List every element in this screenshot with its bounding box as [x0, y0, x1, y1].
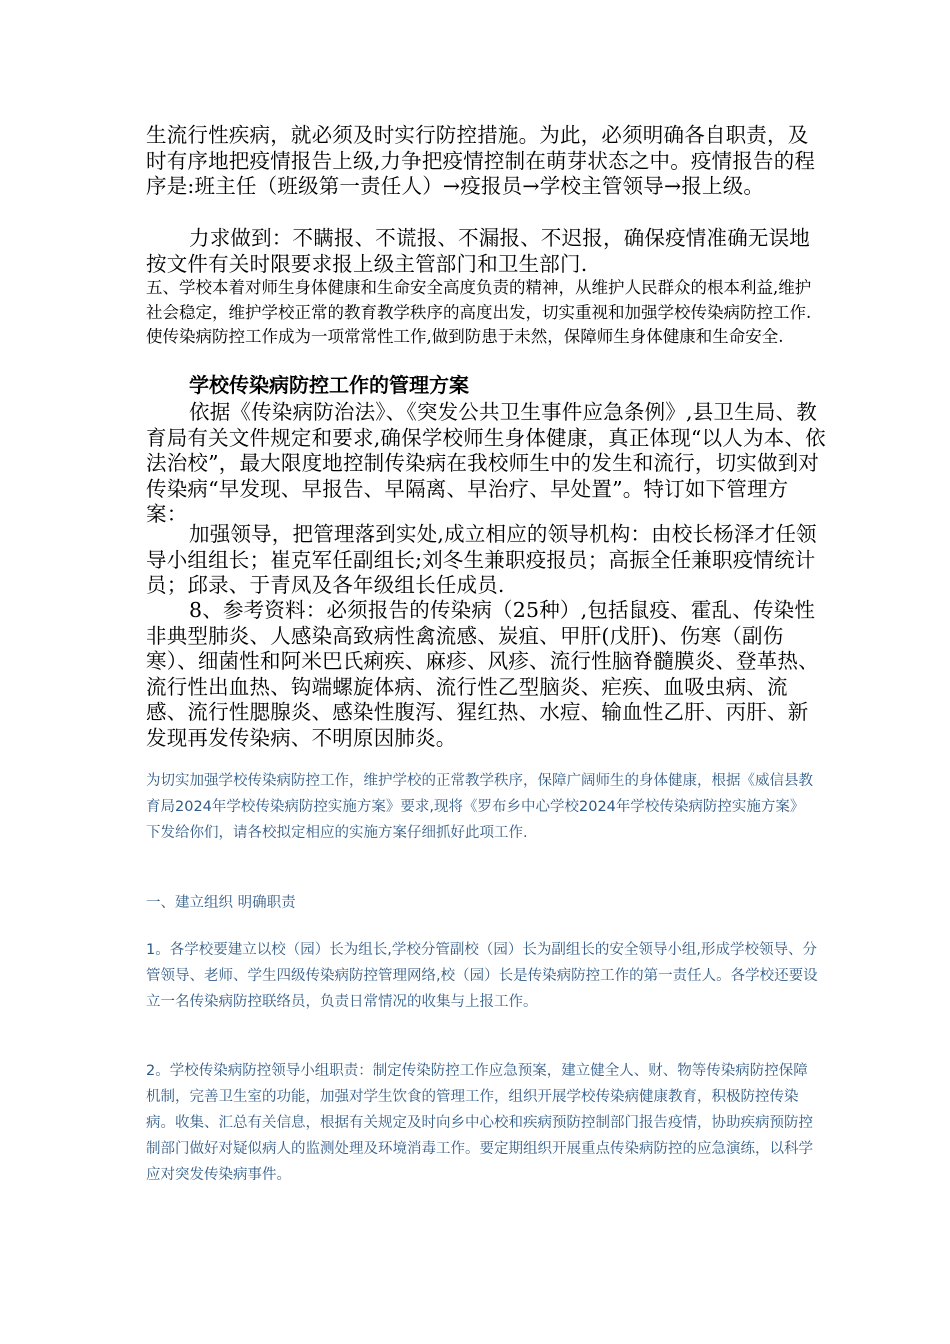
paragraph-notice-intro: 为切实加强学校传染病防控工作，维护学校的正常教学秩序，保障广阔师生的身体健康，根据《威信县教育局2024年学校传染病防控实施方案》要求,现将《罗布乡中心学校2024年学校传染病防控实施方案》下发给你们，请各校拟定相应的实施方案仔细抓好此项工作. — [146, 773, 813, 841]
section-heading-organization: 一、建立组织 明确职责 — [146, 895, 296, 911]
paragraph-section-five: 五、学校本着对师生身体健康和生命安全高度负责的精神，从维护人民群众的根本利益,维护社会稳定，维护学校正常的教育教学秩序的高度出发，切实重视和加强学校传染病防控工作.使传染病防控工作成为一项常常性工作,做到防患于未然，保障师生身体健康和生命安全. — [146, 278, 812, 346]
management-plan-heading: 学校传染病防控工作的管理方案 — [189, 373, 469, 397]
paragraph-reporting-requirements: 力求做到：不瞒报、不谎报、不漏报、不迟报，确保疫情准确无误地按文件有关时限要求报上级主管部门和卫生部门. — [146, 226, 810, 276]
paragraph-reference-diseases: 8、参考资料：必须报告的传染病（25种）,包括鼠疫、霍乱、传染性非典型肺炎、人感染高致病性禽流感、炭疽、甲肝(戊肝)、伤寒（副伤寒）、细菌性和阿米巴氏痢疾、麻疹、风疹、流行性脑脊髓膜炎、登革热、流行性出血热、钩端螺旋体病、流行性乙型脑炎、疟疾、血吸虫病、流感、流行性腮腺炎、感染性腹泻、猩红热、水痘、输血性乙肝、丙肝、新发现再发传染病、不明原因肺炎。 — [146, 598, 819, 750]
paragraph-item-two: 2。学校传染病防控领导小组职责：制定传染防控工作应急预案，建立健全人、财、物等传染病防控保障机制，完善卫生室的功能，加强对学生饮食的管理工作，组织开展学校传染病健康教育，积极防控传染病。收集、汇总有关信息，根据有关规定及时向乡中心校和疾病预防控制部门报告疫情，协助疾病预防控制部门做好对疑似病人的监测处理及环境消毒工作。要定期组织开展重点传染病防控的应急演练，以科学应对突发传染病事件。 — [146, 1063, 813, 1183]
paragraph-basis: 依据《传染病防治法》、《突发公共卫生事件应急条例》,县卫生局、教育局有关文件规定和要求,确保学校师生身体健康，真正体现“以人为本、依法治校”，最大限度地控制传染病在我校师生中的发生和流行，切实做到对传染病“早发现、早报告、早隔离、早治疗、早处置”。特订如下管理方案： — [146, 400, 826, 526]
paragraph-epidemic-report: 生流行性疾病，就必须及时实行防控措施。为此，必须明确各自职责，及时有序地把疫情报告上级,力争把疫情控制在萌芽状态之中。疫情报告的程序是:班主任（班级第一责任人）→疫报员→学校主管领导→报上级。 — [146, 123, 816, 198]
paragraph-item-one: 1。各学校要建立以校（园）长为组长,学校分管副校（园）长为副组长的安全领导小组,形成学校领导、分管领导、老师、学生四级传染病防控管理网络,校（园）长是传染病防控工作的第一责任人。各学校还要设立一名传染病防控联络员，负责日常情况的收集与上报工作。 — [146, 942, 818, 1010]
paragraph-leadership: 加强领导，把管理落到实处,成立相应的领导机构：由校长杨泽才任领导小组组长；崔克军任副组长;刘冬生兼职疫报员；高振全任兼职疫情统计员；邱录、于青凤及各年级组长任成员. — [146, 522, 817, 597]
